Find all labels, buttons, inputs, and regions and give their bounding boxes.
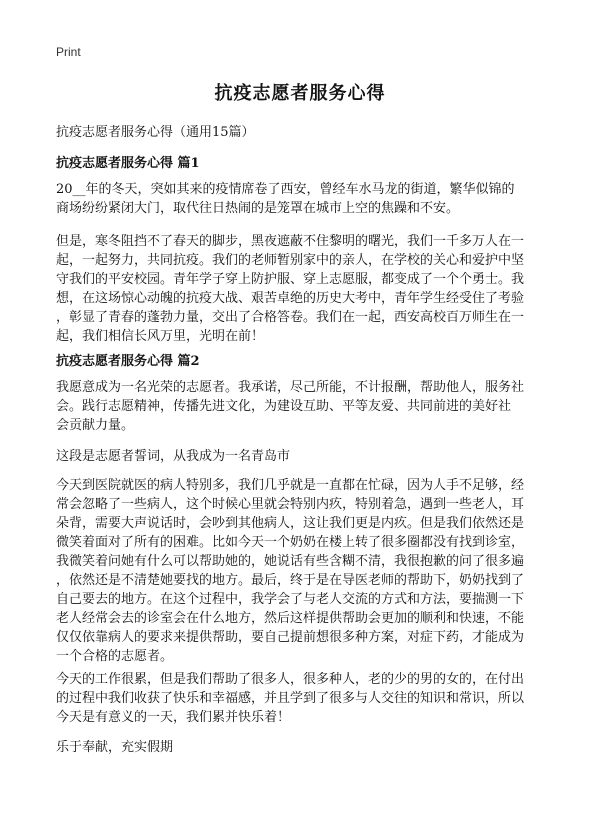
paragraph-line: 朵背，需要大声说话时，会吵到其他病人，这让我们更是内疚。但是我们依然还是 (56, 516, 525, 531)
paragraph-line: 守我们的平安校园。青年学子穿上防护服、穿上志愿服，都变成了一个个勇士。我 (56, 272, 525, 287)
paragraph (56, 447, 546, 466)
section-heading-1: 抗疫志愿者服务心得 篇1 (56, 156, 200, 171)
section-heading-2: 抗疫志愿者服务心得 篇2 (56, 354, 200, 369)
paragraph-line: 想，在这场惊心动魄的抗疫大战、艰苦卓绝的历史大考中，青年学生经受住了考验 (56, 291, 525, 306)
paragraph (56, 232, 546, 346)
paragraph-line: 今天的工作很累，但是我们帮助了很多人，很多种人，老的少的男的女的，在付出 (56, 672, 525, 687)
paragraph-line: 20__年的冬天，突如其来的疫情席卷了西安，曾经车水马龙的街道，繁华似锦的 (56, 182, 515, 197)
paragraph-line: 我微笑着问她有什么可以帮助她的，她说话有些含糊不清，我很抱歉的问了很多遍 (56, 554, 525, 569)
paragraph-line: 微笑着面对了所有的困难。比如今天一个奶奶在楼上转了很多圈都没有找到诊室， (56, 535, 525, 550)
paragraph-line: ，依然还是不清楚她要找的地方。最后，终于是在导医老师的帮助下，奶奶找到了 (56, 573, 525, 588)
paragraph-line: 的过程中我们收获了快乐和幸福感，并且学到了很多与人交往的知识和常识，所以 (56, 691, 525, 706)
paragraph-line: 会。践行志愿精神，传播先进文化，为建设互助、平等友爱、共同前进的美好社 (56, 399, 512, 414)
paragraph-line: 这段是志愿者誓词，从我成为一名青岛市 (56, 449, 291, 464)
paragraph-line: 我愿意成为一名光荣的志愿者。我承诺，尽己所能，不计报酬，帮助他人，服务社 (56, 380, 525, 395)
paragraph-line: ，彰显了青春的蓬勃力量，交出了合格答卷。我们在一起，西安高校百万师生在一 (56, 310, 525, 325)
paragraph (56, 378, 546, 435)
paragraph-line: 常会忽略了一些病人，这个时候心里就会特别内疚，特别着急，遇到一些老人，耳 (56, 497, 525, 512)
paragraph-line: 商场纷纷紧闭大门，取代往日热闹的是笼罩在城市上空的焦躁和不安。 (56, 201, 460, 216)
paragraph-line: 乐于奉献，充实假期 (56, 740, 174, 755)
document-subtitle: 抗疫志愿者服务心得（通用15篇） (56, 125, 255, 140)
paragraph-line: 会贡献力量。 (56, 418, 135, 433)
paragraph-line: 今天是有意义的一天，我们累并快乐着！ (56, 710, 291, 725)
paragraph-line: 一个合格的志愿者。 (56, 649, 174, 664)
paragraph (56, 670, 546, 727)
paragraph (56, 180, 546, 218)
paragraph (56, 738, 546, 757)
paragraph-line: 自己要去的地方。在这个过程中，我学会了与老人交流的方式和方法，要揣测一下 (56, 592, 525, 607)
paragraph-line: 今天到医院就医的病人特别多，我们几乎就是一直都在忙碌，因为人手不足够，经 (56, 478, 525, 493)
paragraph-line: 但是，寒冬阻挡不了春天的脚步，黑夜遮蔽不住黎明的曙光，我们一千多万人在一 (56, 234, 525, 249)
print-link[interactable]: Print (56, 45, 81, 59)
paragraph-line: 老人经常会去的诊室会在什么地方，然后这样提供帮助会更加的顺利和快速，不能 (56, 611, 525, 626)
page-title: 抗疫志愿者服务心得 (214, 83, 386, 104)
paragraph-line: 仅仅依靠病人的要求来提供帮助，要自己提前想很多种方案，对症下药，才能成为 (56, 630, 525, 645)
paragraph-line: 起，一起努力，共同抗疫。我们的老师暂别家中的亲人，在学校的关心和爱护中坚 (56, 253, 525, 268)
paragraph (56, 476, 546, 666)
paragraph-line: 起，我们相信长风万里，光明在前！ (56, 329, 265, 344)
